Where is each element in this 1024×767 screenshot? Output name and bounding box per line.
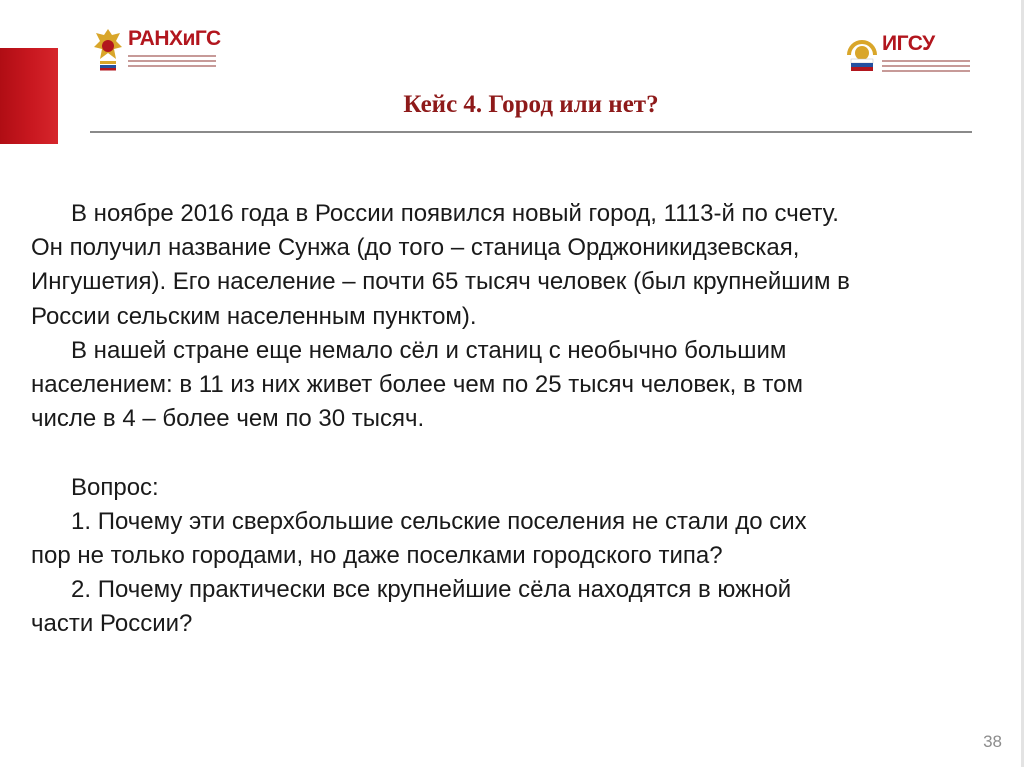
logo-subtext-line [882, 70, 970, 72]
paragraph-gap [31, 436, 1011, 470]
body-line: числе в 4 – более чем по 30 тысяч. [31, 405, 425, 433]
body-line: В нашей стране еще немало сёл и станиц с необычно большим [31, 336, 787, 364]
question-line: пор не только городами, но даже поселками городского типа? [31, 541, 723, 569]
igsu-logo [846, 33, 976, 73]
igsu-logo-text: ИГСУ [882, 32, 935, 55]
body-line: России сельским населенным пунктом). [31, 302, 477, 330]
question-heading: Вопрос: [31, 473, 159, 501]
page-number: 38 [983, 732, 1002, 751]
body-line: населением: в 11 из них живет более чем по 25 тысяч человек, в том [31, 370, 803, 398]
ranepa-logo-text: РАНХиГС [128, 27, 221, 50]
red-accent-tab [0, 48, 58, 144]
emblem-icon [846, 33, 878, 73]
question-line: части России? [31, 610, 193, 638]
logo-subtext-line [882, 60, 970, 62]
ranepa-logo [92, 27, 232, 73]
question-line: 2. Почему практически все крупнейшие сёла находятся в южной [31, 576, 792, 604]
slide-title: Кейс 4. Город или нет? [403, 91, 659, 118]
body-line: Ингушетия). Его население – почти 65 тысяч человек (был крупнейшим в [31, 268, 850, 296]
title-divider [90, 131, 972, 133]
logo-subtext-line [128, 60, 216, 62]
question-line: 1. Почему эти сверхбольшие сельские поселения не стали до сих [31, 507, 807, 535]
logo-subtext-line [128, 65, 216, 67]
body-line: В ноябре 2016 года в России появился новый город, 1113-й по счету. [31, 200, 839, 227]
body-line: Он получил название Сунжа (до того – станица Орджоникидзевская, [31, 234, 800, 262]
logo-subtext-line [128, 55, 216, 57]
logo-subtext-line [882, 65, 970, 67]
emblem-icon [92, 27, 124, 71]
slide-body [31, 197, 1011, 641]
